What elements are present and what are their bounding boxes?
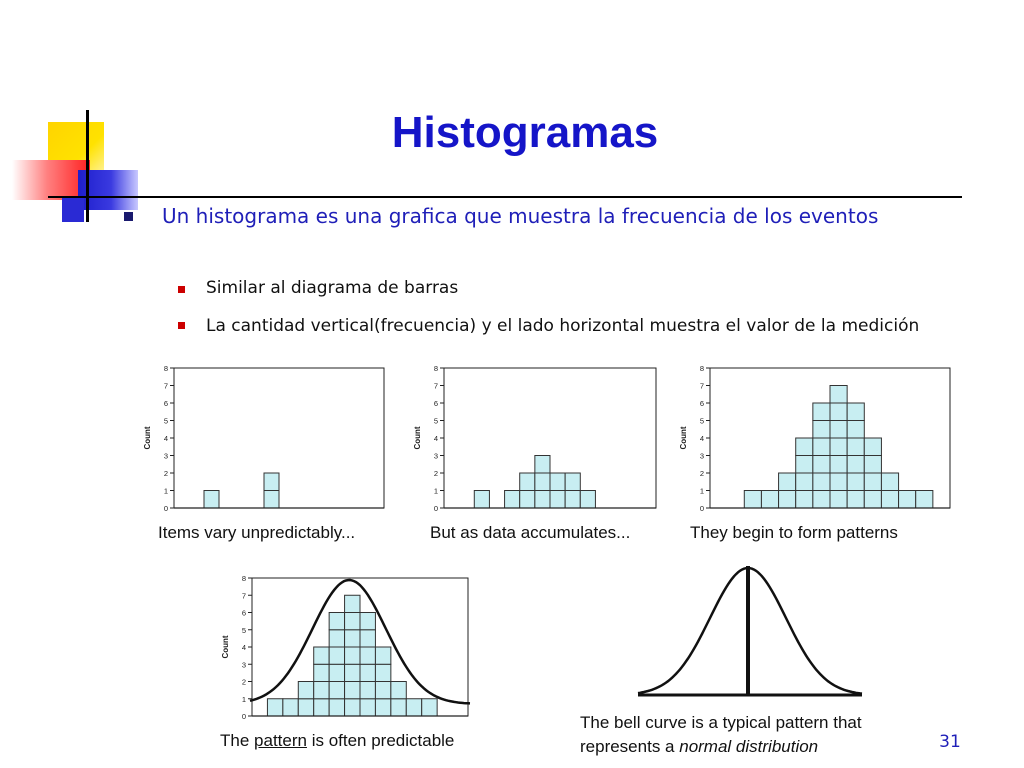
y-tick-label: 5: [699, 416, 704, 426]
title-divider-line: [48, 196, 962, 198]
y-axis-label: Count: [221, 635, 230, 659]
histogram-cell: [283, 699, 298, 716]
histogram-chart-2: [408, 362, 662, 514]
histogram-cell: [565, 473, 580, 491]
histogram-chart-3: [674, 362, 956, 514]
caption-4-end: is often predictable: [306, 731, 455, 750]
histogram-cell: [916, 491, 933, 509]
histogram-cell: [329, 664, 344, 681]
histogram-cell: [314, 647, 329, 664]
histogram-cell: [360, 664, 375, 681]
histogram-cell: [535, 456, 550, 474]
y-axis-label: Count: [143, 426, 152, 450]
sub-bullet-square-icon: [178, 286, 185, 293]
bell-curve-chart: [630, 560, 870, 702]
histogram-cell: [813, 456, 830, 474]
caption-4-underlined-word: pattern: [254, 731, 307, 750]
y-tick-label: 5: [241, 625, 246, 635]
y-tick-label: 3: [433, 451, 438, 461]
histogram-cell: [360, 647, 375, 664]
y-axis-label: Count: [679, 426, 688, 450]
histogram-cell: [813, 421, 830, 439]
histogram-cell: [830, 403, 847, 421]
histogram-cell: [550, 491, 565, 509]
histogram-cell: [329, 647, 344, 664]
histogram-cell: [565, 491, 580, 509]
y-tick-label: 2: [433, 469, 438, 478]
histogram-cell: [796, 438, 813, 456]
y-tick-label: 4: [241, 643, 246, 652]
decorative-vertical-line: [86, 110, 89, 222]
histogram-cell: [360, 699, 375, 716]
y-tick-label: 0: [433, 504, 438, 513]
histogram-cell: [345, 664, 360, 681]
y-tick-label: 7: [163, 381, 168, 391]
y-tick-label: 0: [163, 504, 168, 513]
histogram-cell: [813, 403, 830, 421]
histogram-cell: [329, 682, 344, 699]
histogram-cell: [899, 491, 916, 509]
y-tick-label: 6: [163, 399, 168, 408]
histogram-cell: [779, 491, 796, 509]
histogram-cell: [345, 630, 360, 647]
caption-5-line-2-start: represents a: [580, 737, 680, 756]
y-tick-label: 3: [241, 660, 246, 670]
y-tick-label: 1: [163, 486, 168, 496]
decorative-blue-square: [62, 196, 84, 222]
histogram-cell: [520, 491, 535, 509]
y-tick-label: 4: [699, 434, 704, 443]
chart-caption-1: Items vary unpredictably...: [158, 523, 356, 542]
histogram-cell: [779, 473, 796, 491]
histogram-cell: [830, 473, 847, 491]
histogram-cell: [830, 386, 847, 404]
histogram-cell: [830, 456, 847, 474]
histogram-cell: [391, 682, 406, 699]
y-tick-label: 6: [699, 399, 704, 408]
histogram-cell: [422, 699, 437, 716]
histogram-cell: [580, 491, 595, 509]
y-tick-label: 6: [241, 608, 246, 618]
histogram-cell: [520, 473, 535, 491]
chart-caption-2: But as data accumulates...: [430, 523, 631, 542]
histogram-cell: [345, 647, 360, 664]
y-tick-label: 8: [433, 364, 438, 373]
histogram-cell: [360, 613, 375, 630]
histogram-cell: [375, 664, 390, 681]
histogram-cell: [505, 491, 520, 509]
sub-bullet-square-icon: [178, 322, 185, 329]
y-axis-label: Count: [413, 426, 422, 450]
y-tick-label: 6: [433, 399, 438, 408]
histogram-cell: [375, 647, 390, 664]
histogram-cell: [744, 491, 761, 509]
y-tick-label: 1: [433, 486, 438, 496]
histogram-cell: [345, 682, 360, 699]
y-tick-label: 0: [699, 504, 704, 513]
y-tick-label: 4: [433, 434, 438, 443]
histogram-cell: [345, 699, 360, 716]
y-tick-label: 3: [163, 451, 168, 461]
histogram-cell: [796, 456, 813, 474]
histogram-cell: [864, 473, 881, 491]
histogram-chart-4-with-curve: [216, 572, 472, 724]
histogram-cell: [298, 682, 313, 699]
histogram-chart-1: [138, 362, 390, 514]
histogram-cell: [864, 438, 881, 456]
histogram-cell: [847, 473, 864, 491]
histogram-cell: [830, 491, 847, 509]
histogram-cell: [360, 682, 375, 699]
histogram-cell: [329, 613, 344, 630]
histogram-cell: [796, 491, 813, 509]
histogram-cell: [204, 491, 219, 509]
histogram-cell: [360, 630, 375, 647]
histogram-cell: [847, 491, 864, 509]
histogram-cell: [345, 595, 360, 612]
chart-caption-4: [220, 731, 454, 751]
bullet-square-icon: [124, 212, 133, 221]
histogram-cell: [329, 699, 344, 716]
page-number: 31: [939, 732, 961, 752]
histogram-cell: [314, 699, 329, 716]
caption-5-line-1: The bell curve is a typical pattern that: [580, 713, 862, 732]
sub-bullet-text-2: La cantidad vertical(frecuencia) y el lado horizontal muestra el valor de la medición: [206, 316, 920, 336]
histogram-cell: [830, 438, 847, 456]
histogram-cell: [298, 699, 313, 716]
histogram-cell: [375, 699, 390, 716]
histogram-cell: [864, 456, 881, 474]
y-tick-label: 5: [433, 416, 438, 426]
caption-5-italic-term: normal distribution: [679, 737, 819, 756]
y-tick-label: 0: [241, 712, 246, 721]
histogram-cell: [264, 473, 279, 491]
chart-caption-5: [580, 711, 862, 759]
y-tick-label: 7: [241, 591, 246, 601]
histogram-cell: [864, 491, 881, 509]
y-tick-label: 8: [163, 364, 168, 373]
histogram-cell: [267, 699, 282, 716]
histogram-cell: [847, 438, 864, 456]
histogram-cell: [847, 421, 864, 439]
histogram-cell: [264, 491, 279, 509]
histogram-cell: [813, 438, 830, 456]
histogram-cell: [881, 473, 898, 491]
histogram-cell: [474, 491, 489, 509]
sub-bullet-text-1: Similar al diagrama de barras: [206, 278, 459, 298]
y-tick-label: 5: [163, 416, 168, 426]
histogram-cell: [345, 613, 360, 630]
y-tick-label: 1: [699, 486, 704, 496]
histogram-cell: [847, 403, 864, 421]
y-tick-label: 8: [241, 574, 246, 583]
histogram-cell: [813, 473, 830, 491]
bullet-main-text: Un histograma es una grafica que muestra la frecuencia de los eventos: [162, 204, 879, 228]
y-tick-label: 7: [699, 381, 704, 391]
histogram-cell: [314, 682, 329, 699]
histogram-cell: [329, 630, 344, 647]
histogram-cell: [813, 491, 830, 509]
histogram-cell: [847, 456, 864, 474]
histogram-cell: [391, 699, 406, 716]
y-tick-label: 2: [699, 469, 704, 478]
histogram-cell: [830, 421, 847, 439]
y-tick-label: 4: [163, 434, 168, 443]
y-tick-label: 1: [241, 694, 246, 704]
chart-caption-3: They begin to form patterns: [690, 523, 898, 542]
histogram-cell: [550, 473, 565, 491]
caption-4-start: The: [220, 731, 255, 750]
y-tick-label: 3: [699, 451, 704, 461]
histogram-cell: [406, 699, 421, 716]
y-tick-label: 8: [699, 364, 704, 373]
histogram-cell: [881, 491, 898, 509]
y-tick-label: 2: [163, 469, 168, 478]
histogram-cell: [761, 491, 778, 509]
histogram-cell: [535, 473, 550, 491]
histogram-cell: [535, 491, 550, 509]
y-tick-label: 7: [433, 381, 438, 391]
histogram-cell: [796, 473, 813, 491]
slide-title: Histogramas: [391, 108, 659, 157]
histogram-cell: [375, 682, 390, 699]
y-tick-label: 2: [241, 677, 246, 687]
histogram-cell: [314, 664, 329, 681]
